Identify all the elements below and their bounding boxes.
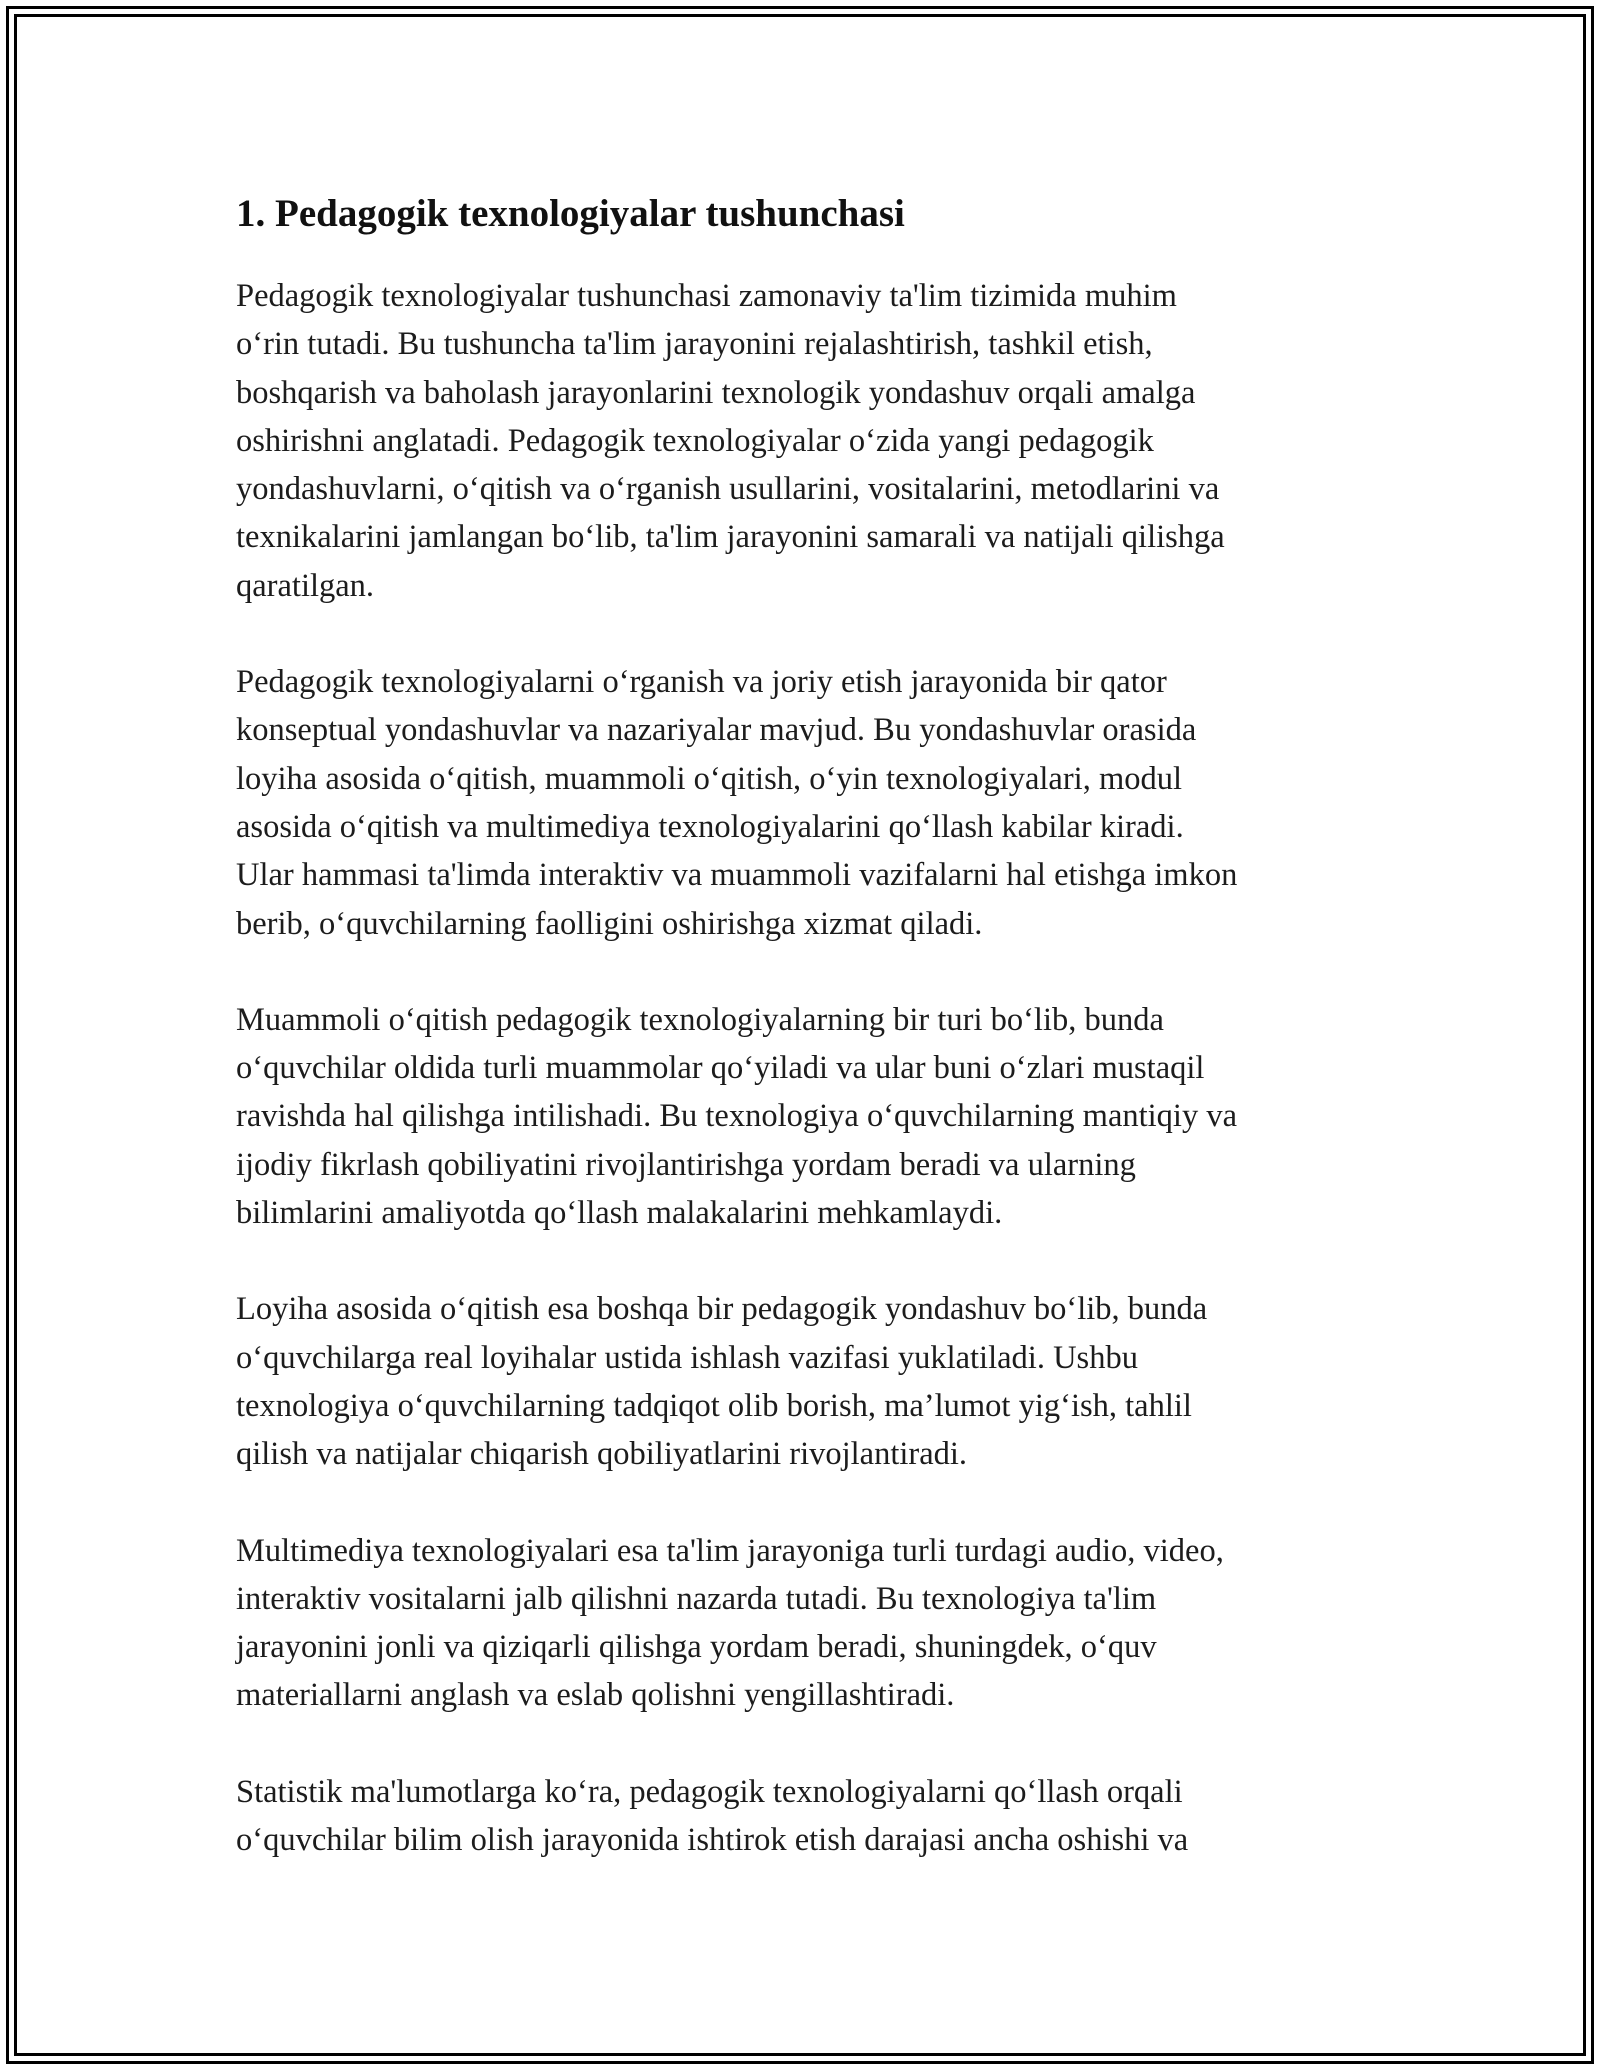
- paragraph-6: [236, 1768, 1376, 1865]
- text-line: texnikalarini jamlangan bo‘lib, ta'lim jarayonini samarali va natijali qilishga: [236, 519, 1225, 556]
- text-line: ravishda hal qilishga intilishadi. Bu texnologiya o‘quvchilarning mantiqiy va: [236, 1098, 1238, 1135]
- text-line: materiallarni anglash va eslab qolishni yengillashtiradi.: [236, 1677, 955, 1714]
- paragraph-3: [236, 996, 1376, 1237]
- paragraph-2: [236, 658, 1376, 948]
- text-line: o‘quvchilar bilim olish jarayonida ishtirok etish darajasi ancha oshishi va: [236, 1822, 1189, 1859]
- text-line: jarayonini jonli va qiziqarli qilishga yordam beradi, shuningdek, o‘quv: [236, 1629, 1157, 1666]
- paragraph-5: [236, 1527, 1376, 1720]
- text-line: Statistik ma'lumotlarga ko‘ra, pedagogik texnologiyalarni qo‘llash orqali: [236, 1773, 1183, 1810]
- text-line: Muammoli o‘qitish pedagogik texnologiyalarning bir turi bo‘lib, bunda: [236, 1001, 1164, 1038]
- text-line: Pedagogik texnologiyalarni o‘rganish va joriy etish jarayonida bir qator: [236, 664, 1167, 701]
- text-line: ijodiy fikrlash qobiliyatini rivojlantirishga yordam beradi va ularning: [236, 1146, 1136, 1183]
- text-line: Ular hammasi ta'limda interaktiv va muammoli vazifalarni hal etishga imkon: [236, 857, 1238, 894]
- text-line: Multimediya texnologiyalari esa ta'lim jarayoniga turli turdagi audio, video,: [236, 1532, 1224, 1569]
- text-line: loyiha asosida o‘qitish, muammoli o‘qitish, o‘yin texnologiyalari, modul: [236, 760, 1183, 797]
- text-line: Loyiha asosida o‘qitish esa boshqa bir pedagogik yondashuv bo‘lib, bunda: [236, 1291, 1208, 1328]
- text-line: qaratilgan.: [236, 567, 375, 604]
- text-line: o‘quvchilar oldida turli muammolar qo‘yiladi va ular buni o‘zlari mustaqil: [236, 1050, 1205, 1087]
- text-line: asosida o‘qitish va multimediya texnologiyalarini qo‘llash kabilar kiradi.: [236, 808, 1184, 845]
- text-line: oshirishni anglatadi. Pedagogik texnologiyalar o‘zida yangi pedagogik: [236, 422, 1154, 459]
- text-line: konseptual yondashuvlar va nazariyalar mavjud. Bu yondashuvlar orasida: [236, 712, 1197, 749]
- text-line: o‘rin tutadi. Bu tushuncha ta'lim jarayonini rejalashtirish, tashkil etish,: [236, 326, 1153, 363]
- text-line: bilimlarini amaliyotda qo‘llash malakalarini mehkamlaydi.: [236, 1195, 1003, 1232]
- text-line: interaktiv vositalarni jalb qilishni nazarda tutadi. Bu texnologiya ta'lim: [236, 1580, 1157, 1617]
- text-line: berib, o‘quvchilarning faolligini oshirishga xizmat qiladi.: [236, 905, 983, 942]
- document-body: [236, 186, 1376, 1912]
- section-heading: 1. Pedagogik texnologiyalar tushunchasi: [236, 192, 905, 235]
- text-line: texnologiya o‘quvchilarning tadqiqot olib borish, ma’lumot yig‘ish, tahlil: [236, 1387, 1192, 1424]
- text-line: o‘quvchilarga real loyihalar ustida ishlash vazifasi yuklatiladi. Ushbu: [236, 1339, 1138, 1376]
- text-line: qilish va natijalar chiqarish qobiliyatlarini rivojlantiradi.: [236, 1436, 968, 1473]
- text-line: Pedagogik texnologiyalar tushunchasi zamonaviy ta'lim tizimida muhim: [236, 278, 1177, 314]
- paragraph-4: [236, 1285, 1376, 1478]
- text-line: boshqarish va baholash jarayonlarini texnologik yondashuv orqali amalga: [236, 374, 1196, 411]
- text-line: yondashuvlarni, o‘qitish va o‘rganish usullarini, vositalarini, metodlarini va: [236, 471, 1220, 508]
- paragraph-1: [236, 272, 1376, 610]
